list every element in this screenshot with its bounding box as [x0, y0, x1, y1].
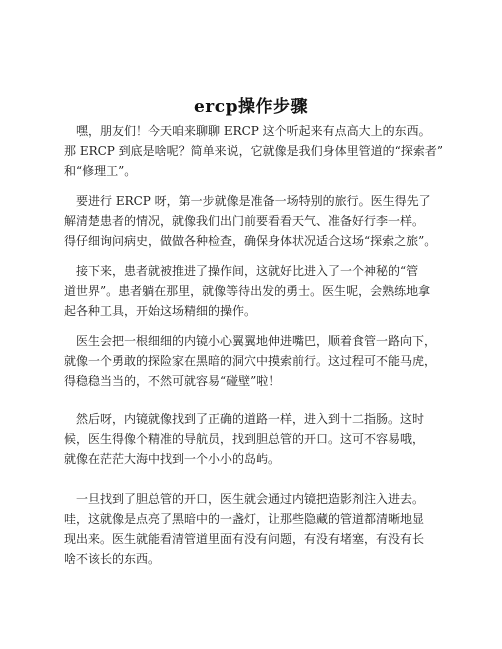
paragraph-5	[64, 409, 454, 469]
paragraph-line: 一旦找到了胆总管的开口，医生就会通过内镜把造影剂注入进去。	[64, 492, 425, 506]
paragraph-line: 和“修理工”。	[64, 164, 137, 178]
document-title: ercp操作步骤	[193, 97, 308, 117]
paragraph-1	[64, 121, 454, 181]
paragraph-line: 啥不该长的东西。	[64, 552, 161, 566]
paragraph-line: 哇，这就像是点亮了黑暗中的一盏灯，让那些隐藏的管道都清晰地显	[64, 512, 425, 526]
paragraph-2	[64, 191, 454, 251]
paragraph-line: 起各种工具，开始这场精细的操作。	[64, 304, 257, 318]
paragraph-line: 然后呀，内镜就像找到了正确的道路一样，进入到十二指肠。这时	[64, 412, 425, 426]
paragraph-line: 现出来。医生就能看清管道里面有没有问题，有没有堵塞，有没有长	[64, 532, 425, 546]
paragraph-line: 要进行 ERCP 呀，第一步就像是准备一场特别的旅行。医生得先了	[64, 194, 431, 208]
paragraph-line: 医生会把一根细细的内镜小心翼翼地伸进嘴巴，顺着食管一路向下，	[64, 334, 437, 348]
paragraph-line: 就像一个勇敢的探险家在黑暗的洞穴中摸索前行。这过程可不能马虎，	[64, 354, 437, 368]
paragraph-4	[64, 331, 454, 391]
paragraph-line: 得稳稳当当的，不然可就容易“碰壁”啦！	[64, 374, 281, 388]
paragraph-line: 得仔细询问病史，做做各种检查，确保身体状况适合这场“探索之旅”。	[64, 234, 437, 248]
paragraph-6	[64, 489, 454, 569]
paragraph-line: 嘿，朋友们！今天咱来聊聊 ERCP 这个听起来有点高大上的东西。	[64, 124, 431, 138]
paragraph-3	[64, 261, 454, 321]
paragraph-line: 那 ERCP 到底是啥呢？简单来说，它就像是我们身体里管道的“探索者”	[64, 144, 443, 158]
paragraph-line: 接下来，患者就被推进了操作间，这就好比进入了一个神秘的“管	[64, 264, 419, 278]
paragraph-line: 道世界”。患者躺在那里，就像等待出发的勇士。医生呢，会熟练地拿	[64, 284, 431, 298]
paragraph-line: 候，医生得像个精准的导航员，找到胆总管的开口。这可不容易哦，	[64, 432, 425, 446]
paragraph-line: 解清楚患者的情况，就像我们出门前要看看天气、准备好行李一样。	[64, 214, 425, 228]
paragraph-line: 就像在茫茫大海中找到一个小小的岛屿。	[64, 452, 281, 466]
